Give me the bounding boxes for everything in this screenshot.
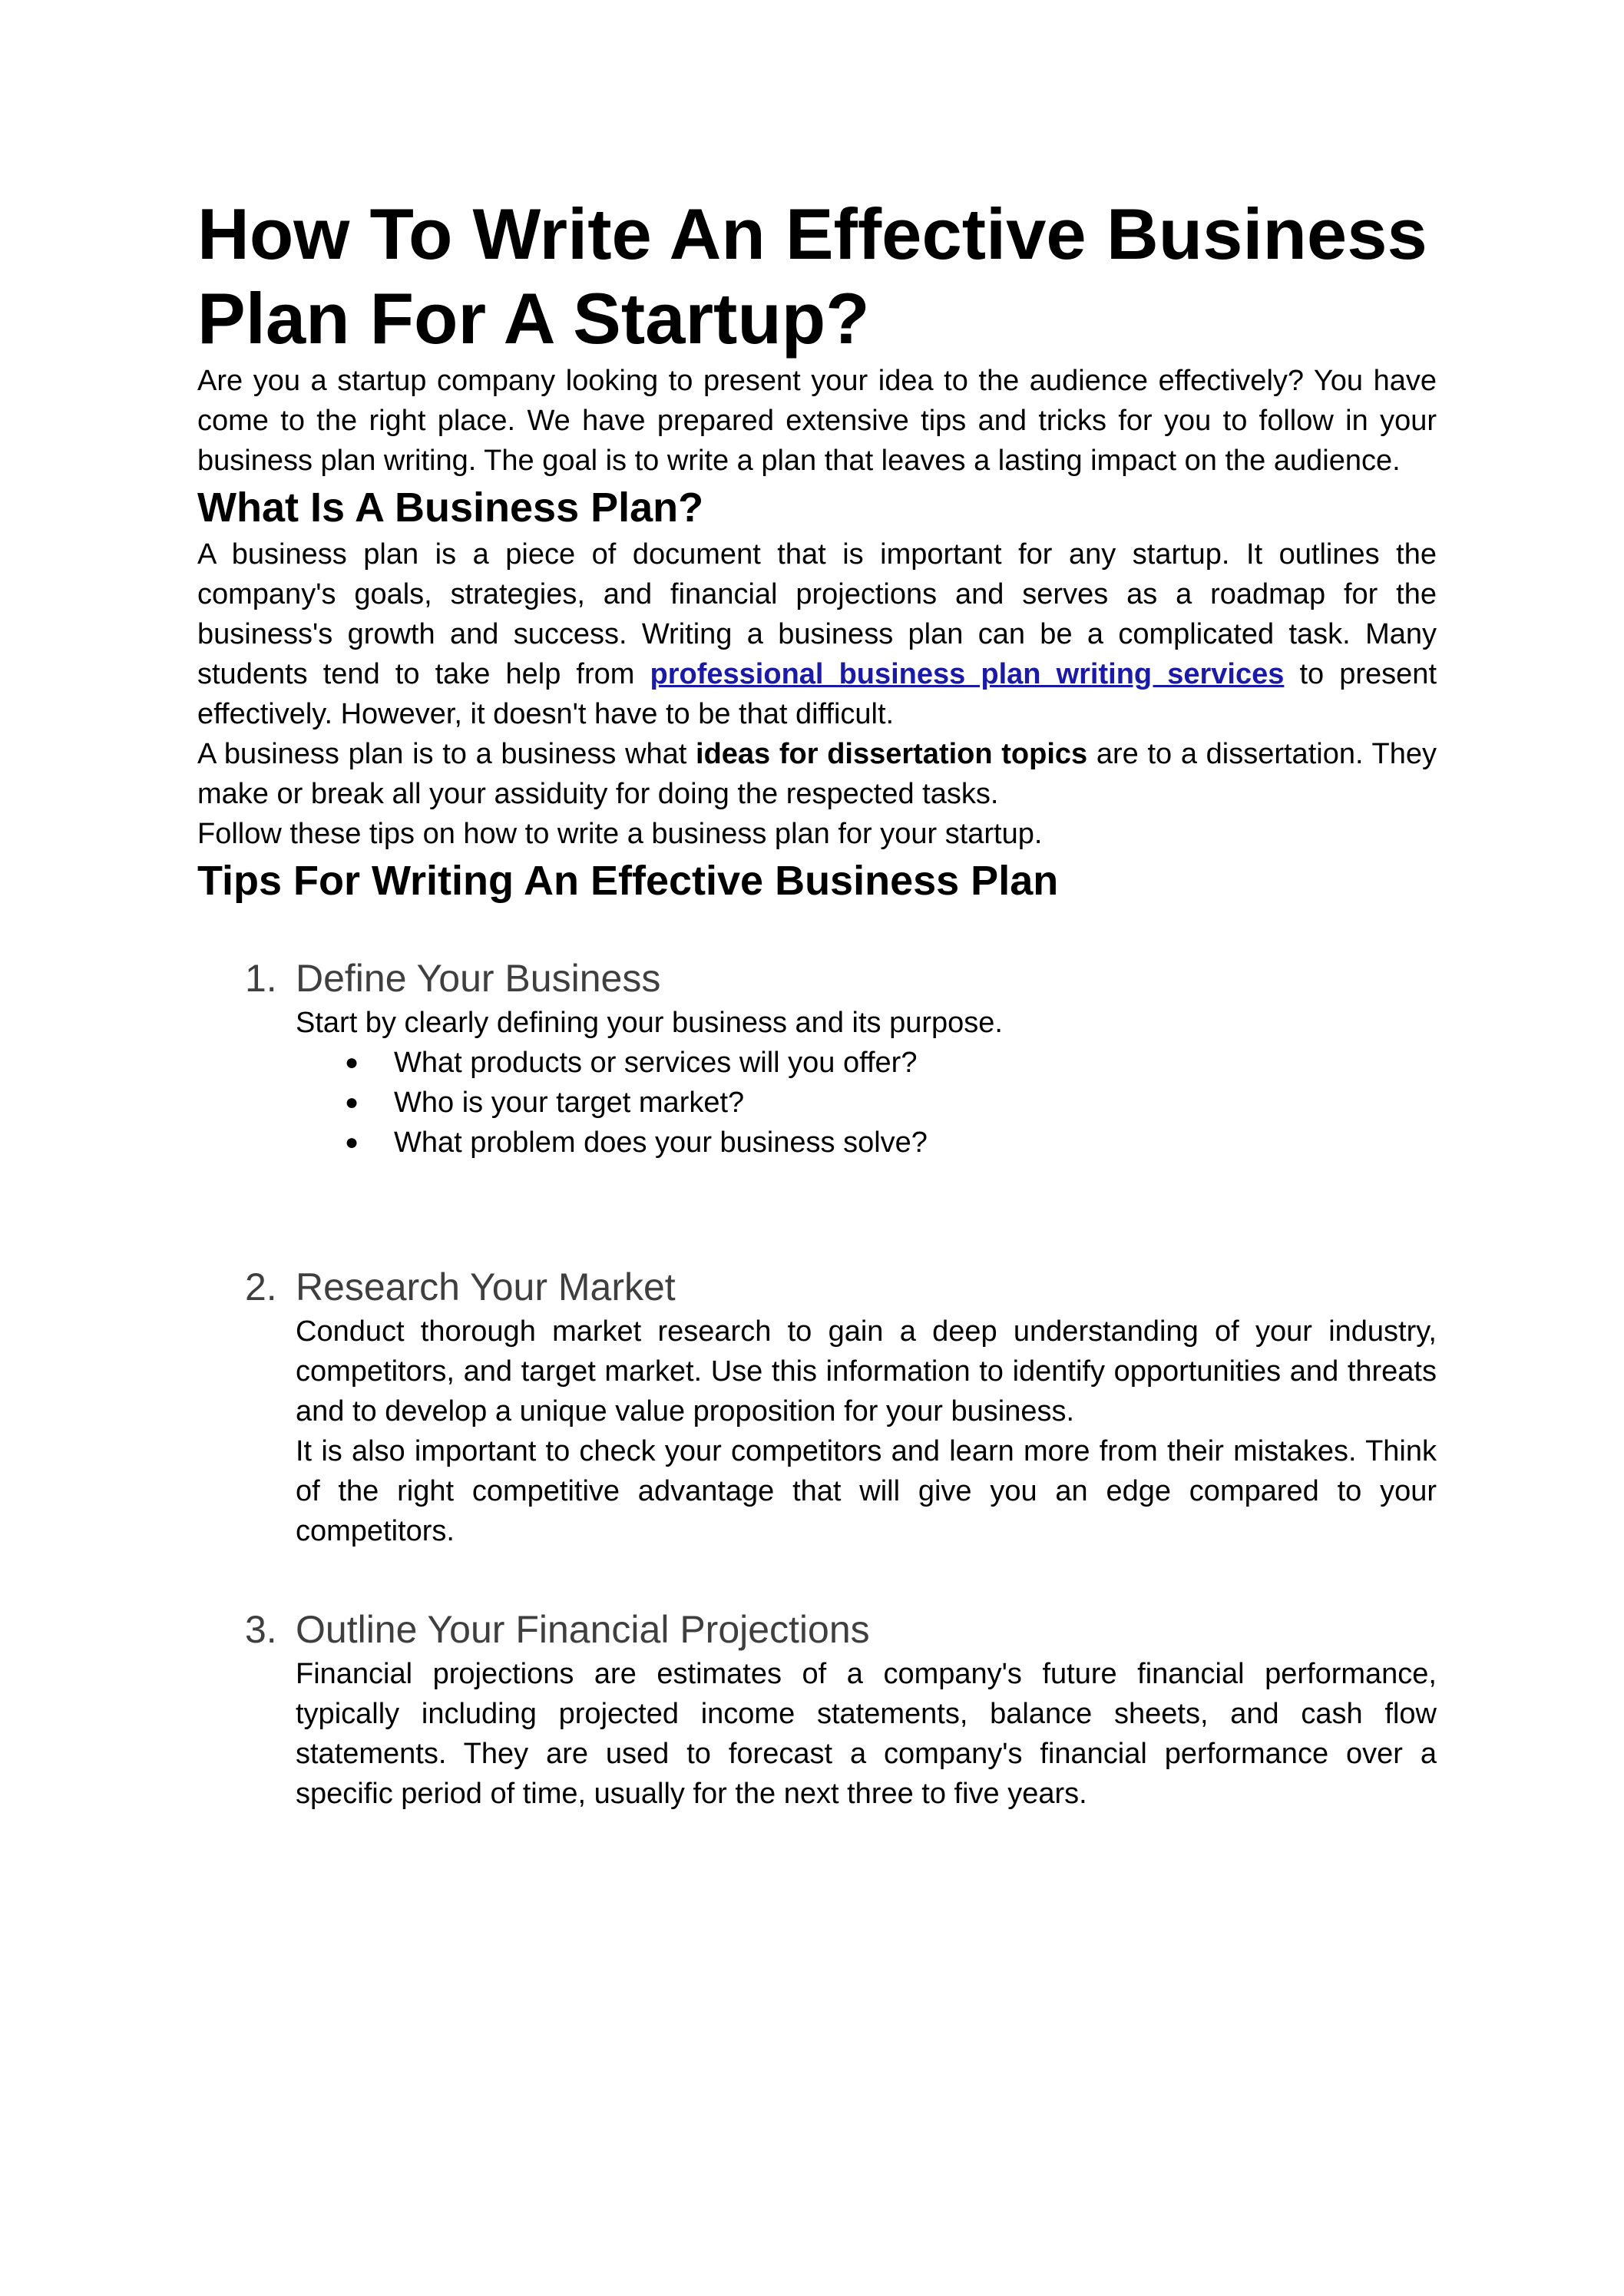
tip-bullet-list <box>296 1043 1437 1163</box>
bullet-item <box>296 1123 1437 1163</box>
what-paragraph-1 <box>197 534 1437 734</box>
tip-body: Conduct thorough market research to gain a deep understanding of your industry, competitors, and target market. Use this information to identify opportunities and threats and to develop a unique value proposition for your business. <box>296 1315 1437 1428</box>
dissertation-topics-phrase: ideas for dissertation topics <box>696 738 1088 770</box>
tip-title: Outline Your Financial Projections <box>296 1608 870 1651</box>
tip-number: 2. <box>245 1265 277 1308</box>
bullet-item <box>296 1043 1437 1083</box>
tip-item-3 <box>197 1605 1437 1814</box>
tip-body-2: It is also important to check your competitors and learn more from their mistakes. Think of the right competitive advantage that will give you an edge compared to your competitors. <box>296 1435 1437 1547</box>
bullet-text: What problem does your business solve? <box>394 1126 928 1159</box>
tip-number: 1. <box>245 957 277 1000</box>
what-paragraph-2-text-after: are to a dissertation. They make or break all your assiduity for doing the respected tasks. <box>197 738 1437 810</box>
what-paragraph-1-text-after: to present effectively. However, it doesn't have to be that difficult. <box>197 658 1437 730</box>
document-page <box>197 192 1437 1814</box>
bullet-icon: ● <box>345 1090 359 1115</box>
bullet-text: Who is your target market? <box>394 1087 745 1119</box>
what-is-business-plan-heading: What Is A Business Plan? <box>197 485 704 531</box>
bullet-icon: ● <box>345 1050 359 1075</box>
tip-title: Define Your Business <box>296 957 661 1000</box>
intro-paragraph: Are you a startup company looking to present your idea to the audience effectively? You have come to the right place. We have prepared extensive tips and tricks for you to follow in your business plan writing. The goal is to write a plan that leaves a lasting impact on the audience. <box>197 365 1437 477</box>
document-title: How To Write An Effective Business Plan For A Startup? <box>197 194 1427 359</box>
tip-body: Start by clearly defining your business and its purpose. <box>296 1007 1003 1039</box>
what-paragraph-1-text-before: A business plan is a piece of document that is important for any startup. It outlines the company's goals, strategies, and financial projections and serves as a roadmap for the business's growth and success. Writing a business plan can be a complicated task. Many students tend to take help from <box>197 538 1437 690</box>
what-paragraph-2-text-before: A business plan is to a business what <box>197 738 696 770</box>
bullet-icon: ● <box>345 1130 359 1155</box>
tip-body: Financial projections are estimates of a company's future financial performance, typically including projected income statements, balance sheets, and cash flow statements. They are used to forecast a company's financial performance over a specific period of time, usually for the next three to five years. <box>296 1658 1437 1810</box>
tip-item-1 <box>197 954 1437 1163</box>
what-paragraph-3: Follow these tips on how to write a business plan for your startup. <box>197 818 1043 850</box>
tip-title: Research Your Market <box>296 1265 676 1308</box>
tip-item-2 <box>197 1262 1437 1551</box>
bullet-item <box>296 1083 1437 1123</box>
bullet-text: What products or services will you offer? <box>394 1047 918 1079</box>
tips-heading: Tips For Writing An Effective Business Plan <box>197 858 1059 904</box>
tip-number: 3. <box>245 1608 277 1651</box>
what-paragraph-2 <box>197 734 1437 814</box>
business-plan-services-link[interactable]: professional business plan writing services <box>650 658 1285 690</box>
